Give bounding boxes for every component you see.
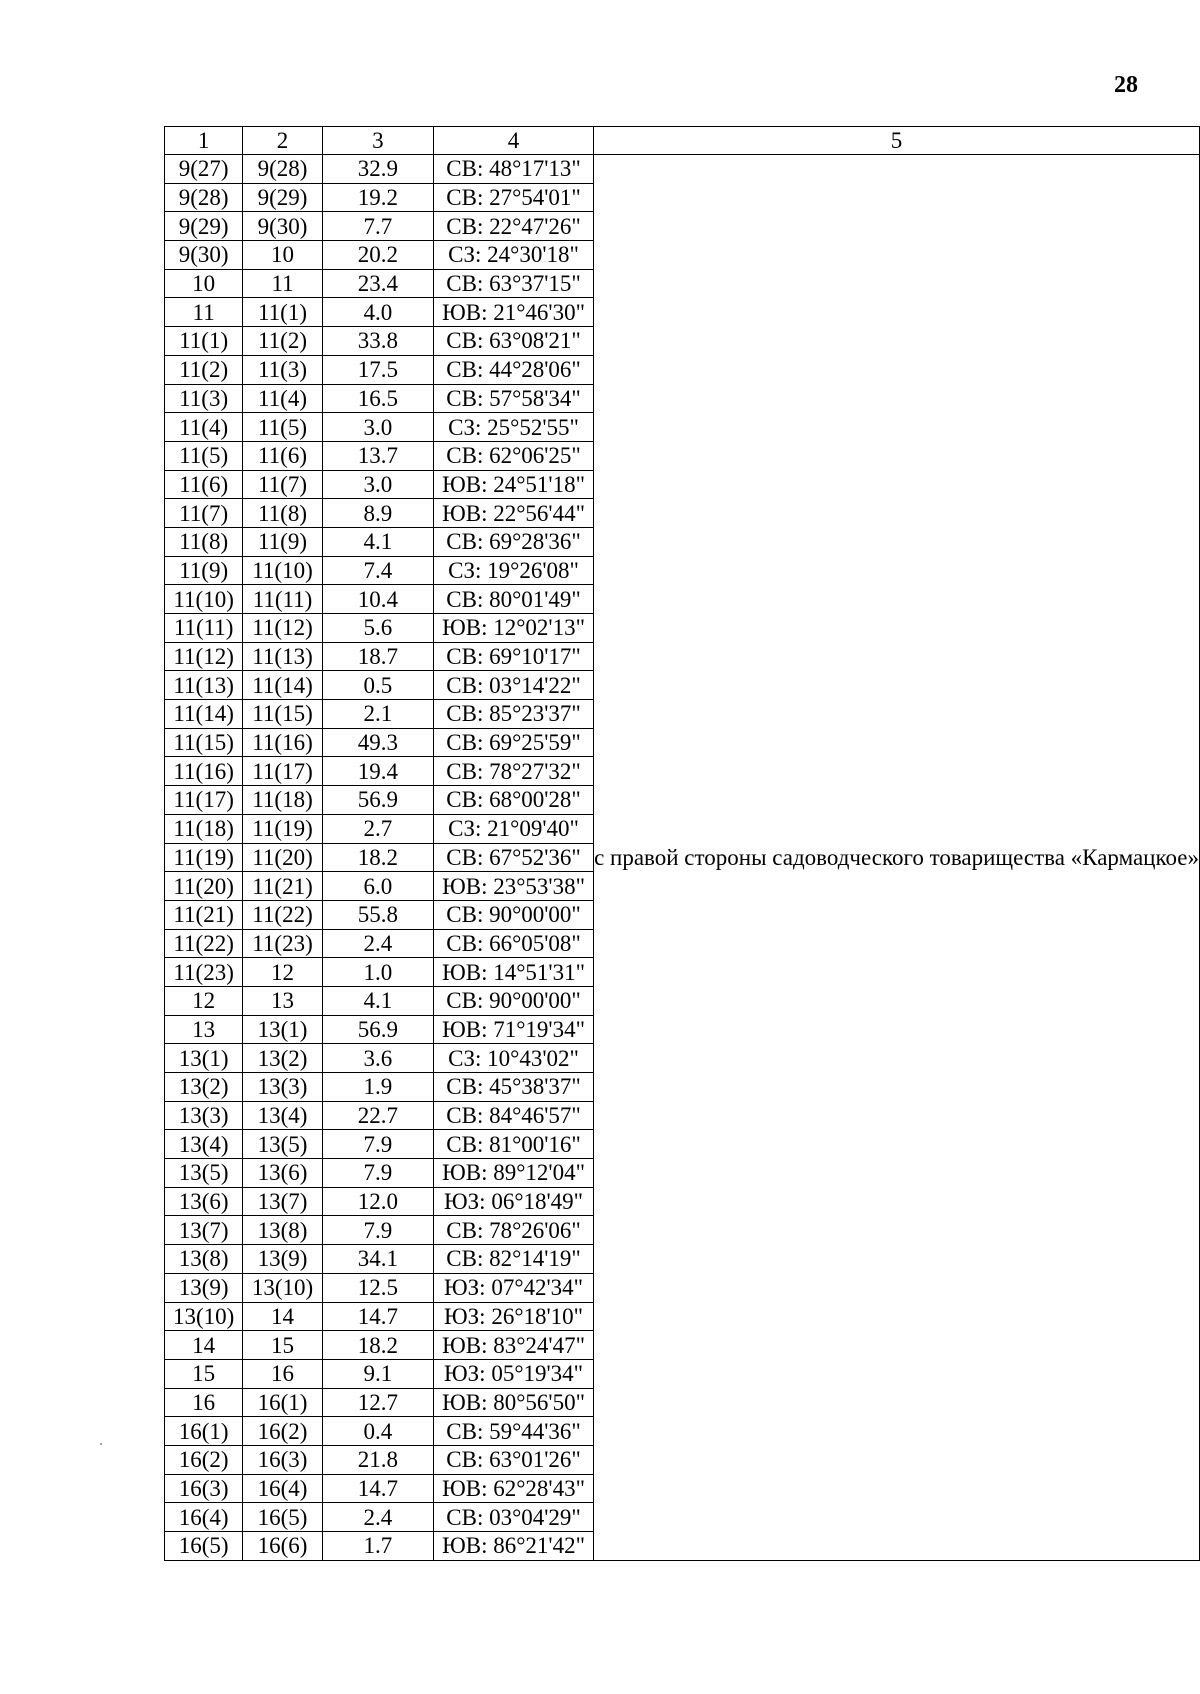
to-point-cell: 11(10) [243,556,323,585]
to-point-cell: 13(3) [243,1073,323,1102]
to-point-cell: 11(11) [243,585,323,614]
from-point-cell: 13(2) [165,1073,243,1102]
from-point-cell: 13(4) [165,1130,243,1159]
from-point-cell: 11(5) [165,441,243,470]
bearing-cell: ЮВ: 86°21'42" [434,1532,594,1561]
from-point-cell: 10 [165,269,243,298]
bearing-cell: СВ: 44°28'06" [434,355,594,384]
table-row [165,155,1200,184]
to-point-cell: 11(15) [243,700,323,729]
from-point-cell: 11 [165,298,243,327]
to-point-cell: 13(7) [243,1187,323,1216]
from-point-cell: 11(14) [165,700,243,729]
bearing-cell: СВ: 67°52'36" [434,843,594,872]
distance-cell: 8.9 [322,499,433,528]
from-point-cell: 16(3) [165,1474,243,1503]
distance-cell: 7.4 [322,556,433,585]
from-point-cell: 13(3) [165,1101,243,1130]
from-point-cell: 9(30) [165,241,243,270]
from-point-cell: 11(2) [165,355,243,384]
bearing-cell: СЗ: 25°52'55" [434,413,594,442]
bearing-cell: СВ: 59°44'36" [434,1417,594,1446]
bearing-cell: СВ: 48°17'13" [434,155,594,184]
bearing-cell: СВ: 63°37'15" [434,269,594,298]
to-point-cell: 11(7) [243,470,323,499]
from-point-cell: 13(1) [165,1044,243,1073]
to-point-cell: 11(23) [243,929,323,958]
to-point-cell: 10 [243,241,323,270]
from-point-cell: 16(2) [165,1445,243,1474]
from-point-cell: 15 [165,1359,243,1388]
bearing-cell: СВ: 80°01'49" [434,585,594,614]
page-number: 28 [1114,72,1138,98]
distance-cell: 9.1 [322,1359,433,1388]
distance-cell: 7.9 [322,1216,433,1245]
bearing-cell: СВ: 81°00'16" [434,1130,594,1159]
from-point-cell: 11(15) [165,728,243,757]
distance-cell: 56.9 [322,786,433,815]
to-point-cell: 11(22) [243,900,323,929]
to-point-cell: 13(9) [243,1245,323,1274]
to-point-cell: 11(13) [243,642,323,671]
bearing-cell: ЮВ: 62°28'43" [434,1474,594,1503]
from-point-cell: 14 [165,1331,243,1360]
bearing-cell: СВ: 90°00'00" [434,986,594,1015]
from-point-cell: 13(8) [165,1245,243,1274]
from-point-cell: 11(19) [165,843,243,872]
to-point-cell: 16(1) [243,1388,323,1417]
distance-cell: 13.7 [322,441,433,470]
from-point-cell: 11(6) [165,470,243,499]
bearing-cell: СВ: 69°10'17" [434,642,594,671]
to-point-cell: 11(3) [243,355,323,384]
bearing-cell: ЮВ: 12°02'13" [434,614,594,643]
distance-cell: 1.9 [322,1073,433,1102]
distance-cell: 17.5 [322,355,433,384]
from-point-cell: 11(10) [165,585,243,614]
distance-cell: 1.0 [322,958,433,987]
distance-cell: 2.1 [322,700,433,729]
bearing-cell: ЮВ: 71°19'34" [434,1015,594,1044]
distance-cell: 18.2 [322,843,433,872]
from-point-cell: 11(13) [165,671,243,700]
from-point-cell: 13 [165,1015,243,1044]
from-point-cell: 11(20) [165,872,243,901]
to-point-cell: 11(5) [243,413,323,442]
from-point-cell: 11(18) [165,814,243,843]
distance-cell: 14.7 [322,1302,433,1331]
bearing-cell: СВ: 63°01'26" [434,1445,594,1474]
from-point-cell: 11(11) [165,614,243,643]
from-point-cell: 11(16) [165,757,243,786]
to-point-cell: 11(16) [243,728,323,757]
to-point-cell: 11(17) [243,757,323,786]
distance-cell: 18.2 [322,1331,433,1360]
to-point-cell: 16 [243,1359,323,1388]
distance-cell: 0.4 [322,1417,433,1446]
column-header-5: 5 [594,127,1200,155]
distance-cell: 34.1 [322,1245,433,1274]
distance-cell: 0.5 [322,671,433,700]
bearing-cell: ЮВ: 83°24'47" [434,1331,594,1360]
distance-cell: 16.5 [322,384,433,413]
boundary-description-cell: с правой стороны садоводческого товарищества «Кармацкое» [594,155,1200,1561]
bearing-cell: СВ: 62°06'25" [434,441,594,470]
scan-speck [100,1443,102,1445]
distance-cell: 7.9 [322,1159,433,1188]
to-point-cell: 16(6) [243,1532,323,1561]
bearing-cell: ЮЗ: 26°18'10" [434,1302,594,1331]
bearing-cell: ЮВ: 22°56'44" [434,499,594,528]
bearing-cell: СВ: 90°00'00" [434,900,594,929]
bearing-cell: ЮВ: 24°51'18" [434,470,594,499]
bearing-cell: СВ: 78°27'32" [434,757,594,786]
distance-cell: 32.9 [322,155,433,184]
to-point-cell: 9(29) [243,183,323,212]
distance-cell: 5.6 [322,614,433,643]
to-point-cell: 11(14) [243,671,323,700]
from-point-cell: 13(9) [165,1273,243,1302]
distance-cell: 2.4 [322,929,433,958]
bearing-cell: ЮВ: 14°51'31" [434,958,594,987]
bearing-cell: ЮВ: 21°46'30" [434,298,594,327]
from-point-cell: 11(12) [165,642,243,671]
bearing-cell: СЗ: 10°43'02" [434,1044,594,1073]
from-point-cell: 9(29) [165,212,243,241]
to-point-cell: 13 [243,986,323,1015]
to-point-cell: 13(2) [243,1044,323,1073]
bearing-cell: ЮЗ: 06°18'49" [434,1187,594,1216]
column-header-4: 4 [434,127,594,155]
from-point-cell: 16(5) [165,1532,243,1561]
to-point-cell: 11(4) [243,384,323,413]
from-point-cell: 12 [165,986,243,1015]
distance-cell: 2.7 [322,814,433,843]
to-point-cell: 16(3) [243,1445,323,1474]
bearing-cell: СЗ: 19°26'08" [434,556,594,585]
distance-cell: 3.0 [322,470,433,499]
to-point-cell: 13(10) [243,1273,323,1302]
to-point-cell: 11(1) [243,298,323,327]
bearing-cell: СВ: 69°28'36" [434,527,594,556]
bearing-cell: ЮВ: 80°56'50" [434,1388,594,1417]
column-header-1: 1 [165,127,243,155]
to-point-cell: 11(2) [243,327,323,356]
bearing-cell: СВ: 78°26'06" [434,1216,594,1245]
from-point-cell: 11(22) [165,929,243,958]
bearing-cell: СВ: 22°47'26" [434,212,594,241]
to-point-cell: 13(8) [243,1216,323,1245]
to-point-cell: 11(9) [243,527,323,556]
to-point-cell: 9(30) [243,212,323,241]
to-point-cell: 11(21) [243,872,323,901]
from-point-cell: 16(1) [165,1417,243,1446]
to-point-cell: 13(1) [243,1015,323,1044]
to-point-cell: 12 [243,958,323,987]
distance-cell: 18.7 [322,642,433,671]
to-point-cell: 11 [243,269,323,298]
to-point-cell: 16(5) [243,1503,323,1532]
bearing-cell: СВ: 68°00'28" [434,786,594,815]
bearing-cell: СВ: 63°08'21" [434,327,594,356]
from-point-cell: 11(3) [165,384,243,413]
to-point-cell: 15 [243,1331,323,1360]
from-point-cell: 9(27) [165,155,243,184]
to-point-cell: 16(4) [243,1474,323,1503]
distance-cell: 12.0 [322,1187,433,1216]
distance-cell: 56.9 [322,1015,433,1044]
from-point-cell: 11(1) [165,327,243,356]
distance-cell: 19.4 [322,757,433,786]
from-point-cell: 11(4) [165,413,243,442]
bearing-cell: СВ: 27°54'01" [434,183,594,212]
bearing-cell: СВ: 82°14'19" [434,1245,594,1274]
distance-cell: 1.7 [322,1532,433,1561]
from-point-cell: 11(7) [165,499,243,528]
bearing-cell: ЮВ: 89°12'04" [434,1159,594,1188]
distance-cell: 14.7 [322,1474,433,1503]
distance-cell: 4.0 [322,298,433,327]
distance-cell: 2.4 [322,1503,433,1532]
from-point-cell: 13(5) [165,1159,243,1188]
distance-cell: 49.3 [322,728,433,757]
table-body [165,155,1200,1561]
column-header-2: 2 [243,127,323,155]
from-point-cell: 11(23) [165,958,243,987]
distance-cell: 4.1 [322,986,433,1015]
from-point-cell: 16(4) [165,1503,243,1532]
distance-cell: 12.5 [322,1273,433,1302]
bearing-cell: СВ: 57°58'34" [434,384,594,413]
distance-cell: 20.2 [322,241,433,270]
distance-cell: 6.0 [322,872,433,901]
to-point-cell: 11(8) [243,499,323,528]
from-point-cell: 13(7) [165,1216,243,1245]
to-point-cell: 11(6) [243,441,323,470]
distance-cell: 23.4 [322,269,433,298]
bearing-cell: СВ: 69°25'59" [434,728,594,757]
bearing-cell: ЮВ: 23°53'38" [434,872,594,901]
bearing-cell: СЗ: 24°30'18" [434,241,594,270]
to-point-cell: 13(6) [243,1159,323,1188]
to-point-cell: 13(5) [243,1130,323,1159]
bearing-cell: СВ: 85°23'37" [434,700,594,729]
bearing-cell: СВ: 45°38'37" [434,1073,594,1102]
bearing-cell: СВ: 03°04'29" [434,1503,594,1532]
bearing-cell: СВ: 84°46'57" [434,1101,594,1130]
to-point-cell: 11(20) [243,843,323,872]
from-point-cell: 9(28) [165,183,243,212]
distance-cell: 21.8 [322,1445,433,1474]
bearing-cell: ЮЗ: 07°42'34" [434,1273,594,1302]
table-header-row [165,127,1200,155]
to-point-cell: 16(2) [243,1417,323,1446]
bearing-cell: СВ: 66°05'08" [434,929,594,958]
distance-cell: 10.4 [322,585,433,614]
distance-cell: 3.6 [322,1044,433,1073]
from-point-cell: 11(17) [165,786,243,815]
from-point-cell: 11(9) [165,556,243,585]
distance-cell: 19.2 [322,183,433,212]
from-point-cell: 13(6) [165,1187,243,1216]
to-point-cell: 9(28) [243,155,323,184]
distance-cell: 33.8 [322,327,433,356]
to-point-cell: 11(19) [243,814,323,843]
distance-cell: 4.1 [322,527,433,556]
from-point-cell: 11(21) [165,900,243,929]
to-point-cell: 11(18) [243,786,323,815]
to-point-cell: 14 [243,1302,323,1331]
column-header-3: 3 [322,127,433,155]
bearing-cell: СВ: 03°14'22" [434,671,594,700]
distance-cell: 55.8 [322,900,433,929]
bearing-cell: СЗ: 21°09'40" [434,814,594,843]
from-point-cell: 13(10) [165,1302,243,1331]
distance-cell: 22.7 [322,1101,433,1130]
from-point-cell: 16 [165,1388,243,1417]
to-point-cell: 13(4) [243,1101,323,1130]
distance-cell: 7.7 [322,212,433,241]
boundary-table [164,126,1200,1561]
distance-cell: 3.0 [322,413,433,442]
distance-cell: 7.9 [322,1130,433,1159]
from-point-cell: 11(8) [165,527,243,556]
distance-cell: 12.7 [322,1388,433,1417]
bearing-cell: ЮЗ: 05°19'34" [434,1359,594,1388]
to-point-cell: 11(12) [243,614,323,643]
